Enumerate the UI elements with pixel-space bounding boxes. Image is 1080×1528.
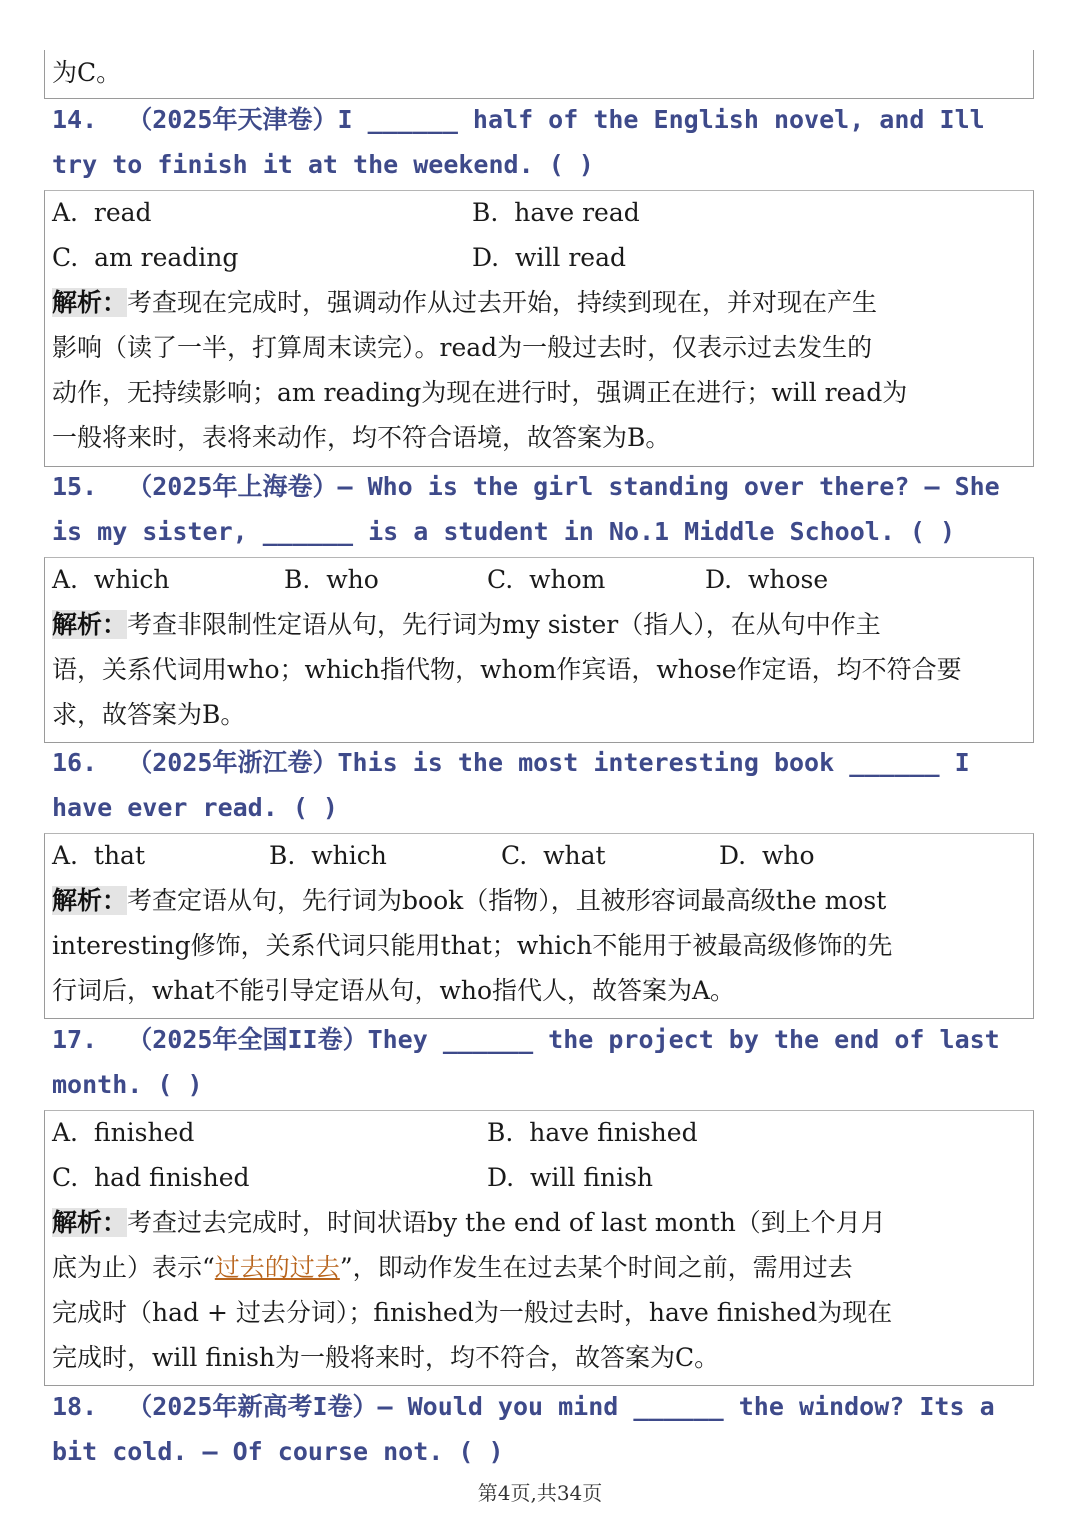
q16-stem-line2: have ever read. ( ) [52,793,338,822]
q16-stem-line1: 16. （2025年浙江卷）This is the most interesting book ______ I [52,748,970,777]
q15-option-c: C. whom [487,565,606,594]
analysis-label: 解析： [52,1208,128,1237]
q15-stem-line1: 15. （2025年上海卷）— Who is the girl standing over there? — She [52,472,1000,501]
analysis-label: 解析： [52,886,128,915]
q17-stem-line2: month. ( ) [52,1070,203,1099]
q14-stem-line2: try to finish it at the weekend. ( ) [52,150,594,179]
q15-stem-line2: is my sister, ______ is a student in No.1 Middle School. ( ) [52,517,956,546]
q16-analysis-line2: interesting修饰，关系代词只能用that；which不能用于被最高级修饰的先 [52,931,893,960]
q18-stem-line1: 18. （2025年新高考I卷）— Would you mind ______ the window? Its a [52,1392,995,1421]
q17-analysis-line4: 完成时，will finish为一般将来时，均不符合，故答案为C。 [52,1343,720,1372]
q17-analysis-line2: 底为止）表示“过去的过去”，即动作发生在过去某个时间之前，需用过去 [52,1253,853,1282]
q16-option-b: B. which [269,841,387,870]
q17-analysis-line1: 解析：考查过去完成时，时间状语by the end of last month（到上个月月 [52,1208,886,1237]
q15-analysis-line3: 求，故答案为B。 [52,700,246,729]
q15-option-a: A. which [52,565,170,594]
q14-option-b: B. have read [472,198,640,227]
q14-stem-line1: 14. （2025年天津卷）I ______ half of the English novel, and Ill [52,105,985,134]
past-perfect-link[interactable]: 过去的过去 [214,1253,340,1282]
analysis-label: 解析： [52,610,128,639]
page-number-footer: 第4页,共34页 [477,1481,603,1505]
q14-option-c: C. am reading [52,243,239,272]
q18-stem-line2: bit cold. — Of course not. ( ) [52,1437,504,1466]
q16-analysis-line3: 行词后，what不能引导定语从句，who指代人，故答案为A。 [52,976,736,1005]
q15-option-d: D. whose [705,565,829,594]
q16-option-d: D. who [719,841,815,870]
q14-analysis-line3: 动作，无持续影响；am reading为现在进行时，强调正在进行；will read为 [52,378,908,407]
q16-option-c: C. what [501,841,606,870]
q15-analysis-line2: 语，关系代词用who；which指代物，whom作宾语，whose作定语，均不符合要 [52,655,962,684]
q14-analysis-line1: 解析：考查现在完成时，强调动作从过去开始，持续到现在，并对现在产生 [52,288,878,317]
q17-stem-line1: 17. （2025年全国II卷）They ______ the project by the end of last [52,1025,1000,1054]
q14-option-d: D. will read [472,243,626,272]
q17-option-d: D. will finish [487,1163,654,1192]
q16-option-a: A. that [52,841,145,870]
q14-analysis-line2: 影响（读了一半，打算周末读完）。read为一般过去时，仅表示过去发生的 [52,333,873,362]
q14-option-a: A. read [52,198,152,227]
q17-option-a: A. finished [52,1118,195,1147]
q16-analysis-line1: 解析：考查定语从句，先行词为book（指物），且被形容词最高级the most [52,886,887,915]
q15-option-b: B. who [284,565,379,594]
q17-option-c: C. had finished [52,1163,250,1192]
previous-analysis-tail: 为C。 [52,58,122,87]
q15-analysis-line1: 解析：考查非限制性定语从句，先行词为my sister（指人），在从句中作主 [52,610,881,639]
q17-option-b: B. have finished [487,1118,698,1147]
q17-analysis-line3: 完成时（had + 过去分词）；finished为一般过去时，have finished为现在 [52,1298,893,1327]
q14-analysis-line4: 一般将来时，表将来动作，均不符合语境，故答案为B。 [52,423,671,452]
analysis-label: 解析： [52,288,128,317]
